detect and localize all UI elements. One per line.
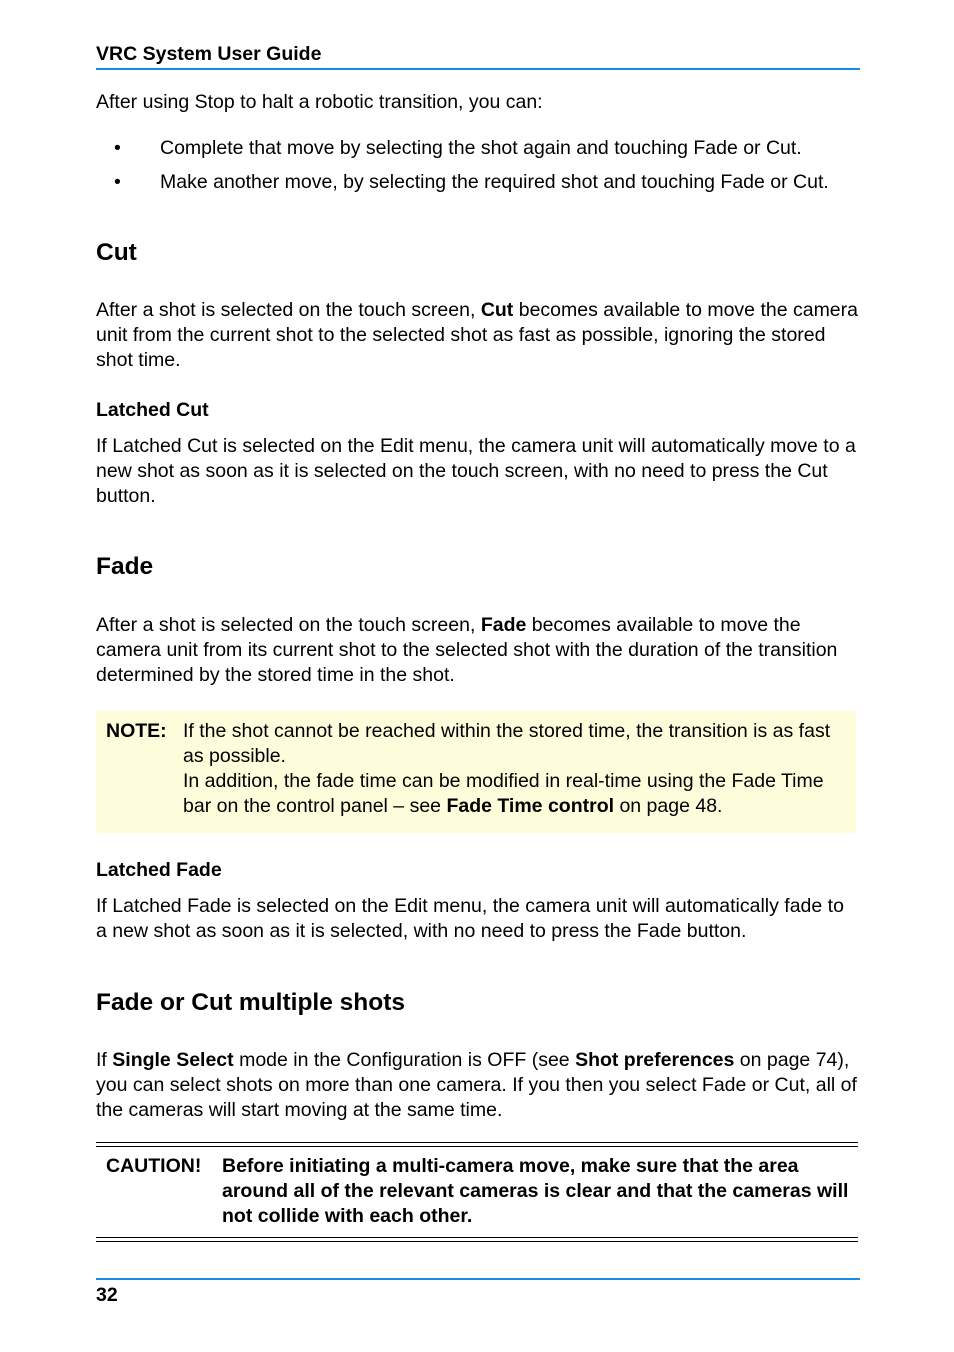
page-number: 32 [96,1284,118,1306]
caution-top-rule [96,1142,858,1147]
cut-paragraph: After a shot is selected on the touch screen, Cut becomes available to move the camera unit from the current shot to the selected shot as fast as possible, ignoring the stored shot time. [96,299,858,371]
section-heading-fade: Fade [96,553,154,580]
bullet-marker: • [114,137,121,159]
header-rule [96,68,860,70]
caution-label: CAUTION! [106,1155,202,1177]
subheading-latched-cut: Latched Cut [96,399,209,421]
note-line-1: If the shot cannot be reached within the stored time, the transition is as fast as possible. [183,720,831,767]
multi-paragraph: If Single Select mode in the Configuration is OFF (see Shot preferences on page 74), you can select shots on more than one camera. If you then you select Fade or Cut, all of the cameras will start moving at the same time. [96,1049,857,1121]
fade-paragraph: After a shot is selected on the touch screen, Fade becomes available to move the camera unit from its current shot to the selected shot with the duration of the transition determined by the stored time in the shot. [96,614,838,686]
subheading-latched-fade: Latched Fade [96,859,222,881]
section-heading-cut: Cut [96,239,137,266]
bullet-item-another-move: Make another move, by selecting the required shot and touching Fade or Cut. [160,171,829,193]
section-heading-fade-or-cut-multiple: Fade or Cut multiple shots [96,989,405,1016]
caution-text: Before initiating a multi-camera move, make sure that the area around all of the relevant cameras is clear and that the cameras will not collide with each other. [222,1155,849,1227]
fade-time-control-reference: Fade Time control [446,795,615,817]
page-header-title: VRC System User Guide [96,43,322,65]
note-label: NOTE: [106,720,167,742]
note-line-2: In addition, the fade time can be modified in real-time using the Fade Time bar on the control panel – see Fade Time control on page 48. [183,770,824,817]
bullet-marker: • [114,171,121,193]
caution-bottom-rule [96,1237,858,1242]
bullet-item-complete-move: Complete that move by selecting the shot again and touching Fade or Cut. [160,137,802,159]
footer-rule [96,1278,860,1280]
note-text [183,719,853,819]
intro-paragraph: After using Stop to halt a robotic transition, you can: [96,91,543,113]
latched-fade-paragraph: If Latched Fade is selected on the Edit menu, the camera unit will automatically fade to a new shot as soon as it is selected, with no need to press the Fade button. [96,895,844,942]
latched-cut-paragraph: If Latched Cut is selected on the Edit menu, the camera unit will automatically move to a new shot as soon as it is selected on the touch screen, with no need to press the Cut button. [96,435,856,507]
